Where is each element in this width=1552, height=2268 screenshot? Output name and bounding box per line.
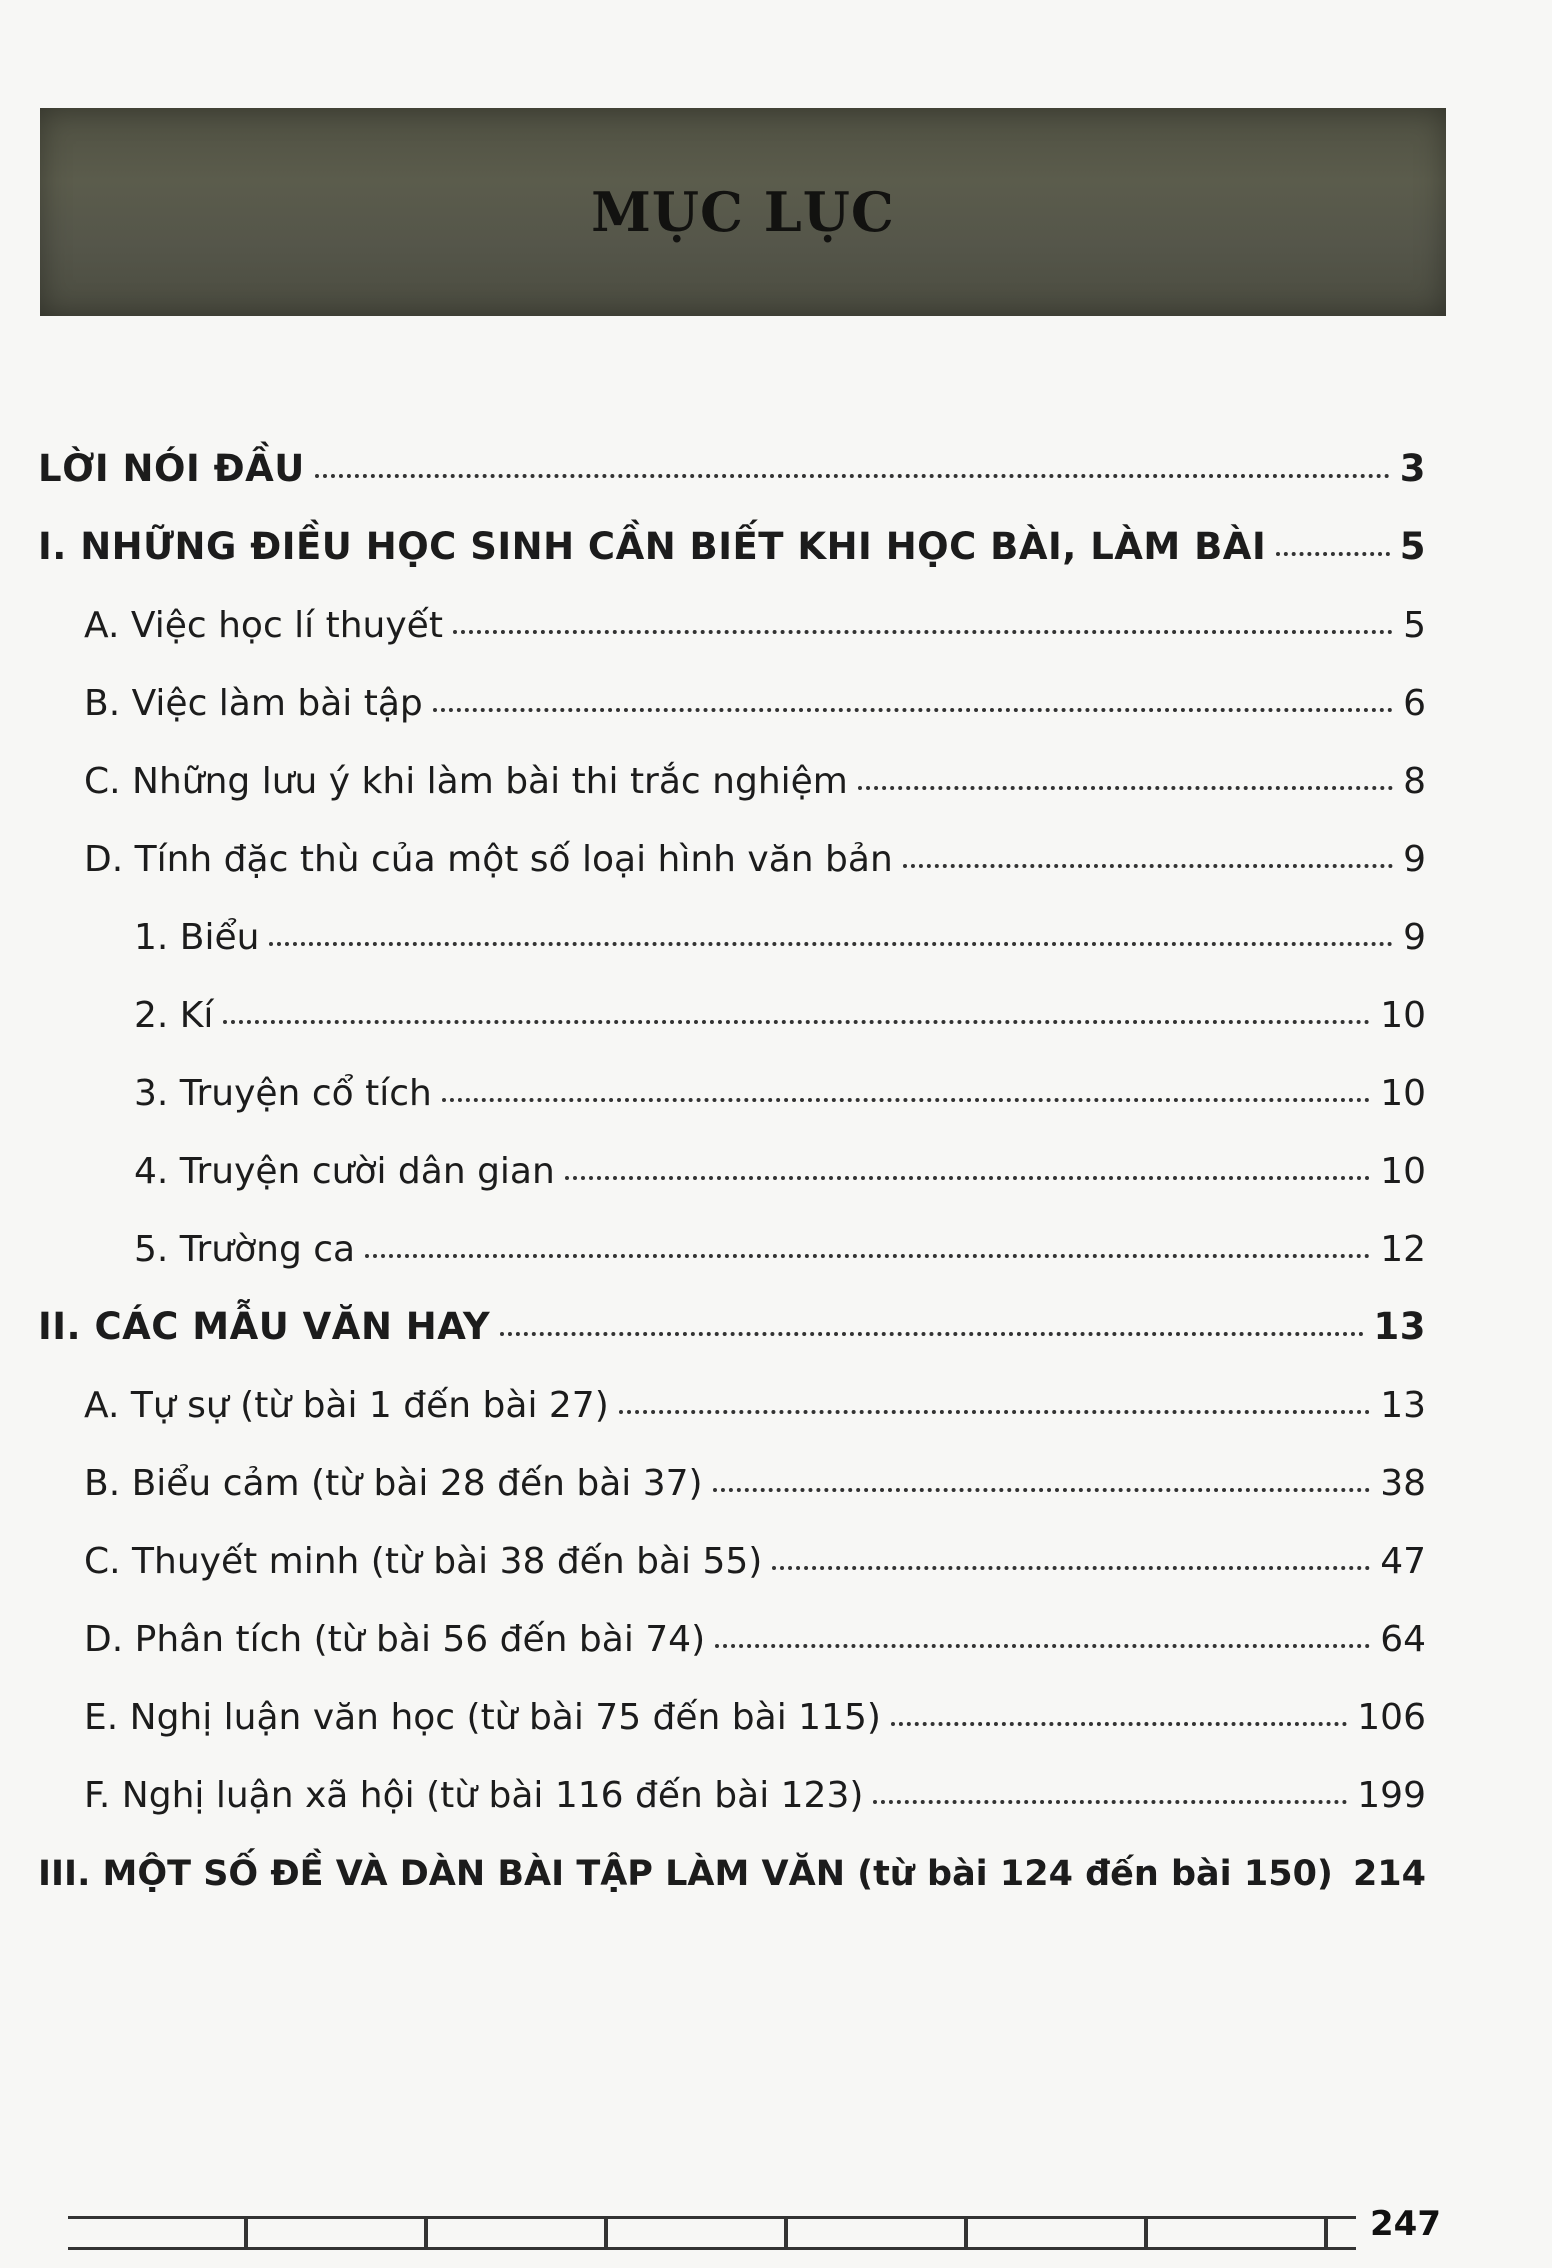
toc-entry-label: C. Những lưu ý khi làm bài thi trắc nghiệm <box>84 761 848 802</box>
toc-entry-label: 2. Kí <box>134 995 214 1036</box>
toc-entry-page: 12 <box>1380 1229 1426 1270</box>
toc-entry-label: III. MỘT SỐ ĐỀ VÀ DÀN BÀI TẬP LÀM VĂN (từ bài 124 đến bài 150) <box>38 1854 1333 1894</box>
dot-leader <box>713 1488 1371 1492</box>
toc-entry <box>0 1834 1552 1894</box>
toc-entry-label: II. CÁC MẪU VĂN HAY <box>38 1305 491 1348</box>
toc-entry-page: 6 <box>1403 683 1426 724</box>
dot-leader <box>315 474 1390 478</box>
toc-entry-page: 199 <box>1357 1775 1426 1816</box>
toc-entry <box>0 1054 1552 1114</box>
toc-entry-label: A. Tự sự (từ bài 1 đến bài 27) <box>84 1385 609 1426</box>
dot-leader <box>891 1722 1347 1726</box>
toc-entry-label: 5. Trường ca <box>134 1229 356 1270</box>
dot-leader <box>453 630 1393 634</box>
toc-entry <box>0 1210 1552 1270</box>
toc-entry-page: 3 <box>1399 447 1426 490</box>
dot-leader <box>873 1800 1347 1804</box>
dot-leader <box>1276 552 1390 556</box>
toc-entry-label: I. NHỮNG ĐIỀU HỌC SINH CẦN BIẾT KHI HỌC BÀI, LÀM BÀI <box>38 525 1267 568</box>
toc-entry-page: 9 <box>1403 917 1426 958</box>
toc-entry <box>0 976 1552 1036</box>
dot-leader <box>715 1644 1370 1648</box>
toc-entry-page: 8 <box>1403 761 1426 802</box>
dot-leader <box>500 1332 1363 1336</box>
toc-entry-label: 4. Truyện cười dân gian <box>134 1151 555 1192</box>
toc-entry-page: 5 <box>1403 605 1426 646</box>
toc-entry-page: 10 <box>1380 1151 1426 1192</box>
toc-entry-label: D. Phân tích (từ bài 56 đến bài 74) <box>84 1619 706 1660</box>
toc-entry <box>0 664 1552 724</box>
toc-entry <box>0 586 1552 646</box>
toc-entry <box>0 430 1552 490</box>
toc-entry-label: A. Việc học lí thuyết <box>84 605 443 646</box>
toc-entry-page: 5 <box>1399 525 1426 568</box>
dot-leader <box>433 708 1393 712</box>
toc-entry <box>0 1366 1552 1426</box>
dot-leader <box>565 1176 1370 1180</box>
toc-entry <box>0 898 1552 958</box>
toc-entry <box>0 1756 1552 1816</box>
page-footer <box>0 2200 1552 2268</box>
toc-entry-page: 64 <box>1380 1619 1426 1660</box>
dot-leader <box>772 1566 1370 1570</box>
toc-entry-page: 9 <box>1403 839 1426 880</box>
page-title: MỤC LỤC <box>591 180 895 244</box>
toc-entry <box>0 742 1552 802</box>
page-number: 247 <box>1370 2204 1441 2244</box>
toc-entry-label: C. Thuyết minh (từ bài 38 đến bài 55) <box>84 1541 763 1582</box>
dot-leader <box>365 1254 1370 1258</box>
toc-entry-label: D. Tính đặc thù của một số loại hình văn bản <box>84 839 893 880</box>
toc-entry-page: 38 <box>1380 1463 1426 1504</box>
toc-entry-page: 13 <box>1380 1385 1426 1426</box>
toc-entry-page: 214 <box>1352 1854 1426 1894</box>
toc-entry <box>0 508 1552 568</box>
dot-leader <box>619 1410 1370 1414</box>
dot-leader <box>858 786 1393 790</box>
toc-entry-label: F. Nghị luận xã hội (từ bài 116 đến bài 123) <box>84 1775 864 1816</box>
toc-entry-label: B. Biểu cảm (từ bài 28 đến bài 37) <box>84 1463 703 1504</box>
toc-entry-label: 3. Truyện cổ tích <box>134 1073 432 1114</box>
dot-leader <box>903 864 1393 868</box>
toc-entry-page: 10 <box>1380 995 1426 1036</box>
toc-entry-page: 106 <box>1357 1697 1426 1738</box>
toc-entry-page: 47 <box>1380 1541 1426 1582</box>
toc-entry <box>0 1288 1552 1348</box>
toc-entry-label: LỜI NÓI ĐẦU <box>38 447 305 490</box>
toc-entry-page: 13 <box>1373 1305 1426 1348</box>
dot-leader <box>223 1020 1370 1024</box>
toc-entry-label: 1. Biểu <box>134 917 260 958</box>
decorative-scroll-bar <box>68 2216 1356 2250</box>
toc-entry-label: B. Việc làm bài tập <box>84 683 423 724</box>
dot-leader <box>442 1098 1370 1102</box>
toc-entry <box>0 1600 1552 1660</box>
toc-entry <box>0 1444 1552 1504</box>
toc-entry <box>0 1678 1552 1738</box>
toc-entry-label: E. Nghị luận văn học (từ bài 75 đến bài 115) <box>84 1697 881 1738</box>
toc-entry <box>0 820 1552 880</box>
toc-entry <box>0 1522 1552 1582</box>
toc-entry <box>0 1132 1552 1192</box>
dot-leader <box>269 942 1393 946</box>
title-banner <box>40 108 1446 316</box>
toc-entry-page: 10 <box>1380 1073 1426 1114</box>
